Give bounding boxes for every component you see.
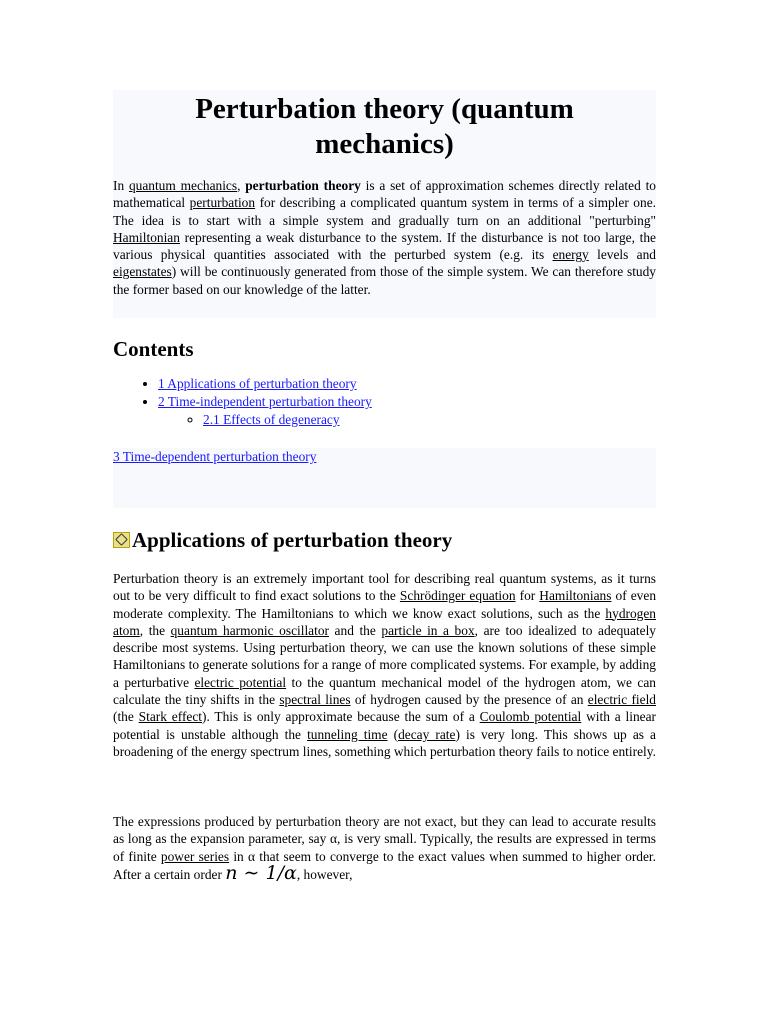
applications-paragraph-1 [113,570,656,760]
link-tunneling-time[interactable]: tunneling time [307,726,388,742]
text: Perturbation theory is an extremely important tool for describing real quantum systems, as it turns out to be very difficult to find exact solutions to the [113,571,656,604]
page-title [113,92,656,162]
section-heading-text: Applications of perturbation theory [132,528,453,552]
text: ). This is only approximate because the sum of a [202,709,480,725]
paragraph [113,813,656,883]
title-line-1: Perturbation theory (quantum [195,93,574,125]
section-applications [113,527,656,553]
link-electric-field[interactable]: electric field [587,692,656,708]
text: ) is very long. This shows up as a broadening of the energy spectrum lines, something which perturbation theory fails to notice entirely. [113,726,656,759]
toc-link-degeneracy[interactable]: 2.1 Effects of degeneracy [203,412,340,427]
text: representing a weak disturbance to the system. If the disturbance is not too large, the various physical quantities associated with the perturbed system (e.g. its [113,229,656,263]
term-perturbation-theory: perturbation theory [245,178,361,193]
toc-link-time-dependent[interactable]: 3 Time-dependent perturbation theory [113,449,317,464]
link-quantum-harmonic-oscillator[interactable]: quantum harmonic oscillator [170,622,329,638]
text: to the quantum mechanical model of the hydrogen atom, we can calculate the tiny shifts in the [113,674,656,708]
toc-sublist [158,411,656,429]
applications-paragraph-2 [113,813,656,883]
text: , are too idealized to adequately describe most systems. Using perturbation theory, we can use the known solutions of these simple Hamiltonians to generate solutions for a range of more complicated systems. For example, by adding a perturbative [113,622,656,690]
link-hydrogen-atom[interactable]: hydrogen atom [113,605,656,638]
text: The expressions produced by perturbation theory are not exact, but they can lead to accurate results as long as the expansion parameter, say α, is very small. Typically, the results are expressed in terms of finite [113,814,656,864]
text: is a set of approximation schemes directly related to mathematical [113,178,656,211]
section-heading [113,527,656,553]
link-hamiltonian[interactable]: Hamiltonian [113,229,180,245]
link-quantum-mechanics[interactable]: quantum mechanics [128,178,238,193]
text: ) will be continuously generated from those of the simple system. We can therefore study the former based on our knowledge of the latter. [113,264,656,297]
text: , [237,178,246,193]
intro-paragraph [113,177,656,298]
link-eigenstates[interactable]: eigenstates [113,264,172,280]
link-electric-potential[interactable]: electric potential [194,674,287,690]
toc-link-applications[interactable]: 1 Applications of perturbation theory [158,376,357,391]
text: and the [329,622,382,638]
text: in α that seem to converge to the exact values when summed to higher order. After a certain order [113,848,656,882]
text: levels and [588,247,656,263]
text: (the [113,709,139,725]
contents-list [113,375,656,429]
link-hamiltonians[interactable]: Hamiltonians [539,588,612,604]
link-perturbation[interactable]: perturbation [189,195,256,211]
text: , the [139,622,171,638]
title-line-2: mechanics) [315,128,454,160]
link-decay-rate[interactable]: decay rate [398,726,456,742]
contents-section [113,336,656,429]
text: In [113,178,129,193]
link-schrodinger-equation[interactable]: Schrödinger equation [399,588,516,604]
text: for describing a complicated quantum system in terms of a simpler one. The idea is to start with a simple system and gradually turn on an additional "perturbing" [113,195,656,228]
math-formula: n ∼ 1/α [225,861,297,884]
toc-item [158,375,656,393]
text: , however, [296,866,353,882]
toc-link-time-independent[interactable]: 2 Time-independent perturbation theory [158,394,372,409]
text: for [515,588,540,604]
toc-item-3 [113,449,656,465]
link-power-series[interactable]: power series [160,848,230,864]
text: ( [387,726,399,742]
toc-subitem [203,411,656,429]
intro-section [113,177,656,298]
text: of even moderate complexity. The Hamiltonians to which we know exact solutions, such as the [113,588,657,621]
text: of hydrogen caused by the presence of an [350,692,588,708]
paragraph [113,570,656,760]
link-energy[interactable]: energy [552,247,589,263]
link-coulomb-potential[interactable]: Coulomb potential [479,709,582,725]
contents-heading: Contents [113,337,194,361]
link-stark-effect[interactable]: Stark effect [138,709,203,725]
toc-item [158,393,656,429]
text: with a linear potential is unstable although the [113,709,657,742]
link-spectral-lines[interactable]: spectral lines [279,692,351,708]
edit-icon[interactable] [113,532,130,548]
link-particle-in-a-box[interactable]: particle in a box [381,622,475,638]
